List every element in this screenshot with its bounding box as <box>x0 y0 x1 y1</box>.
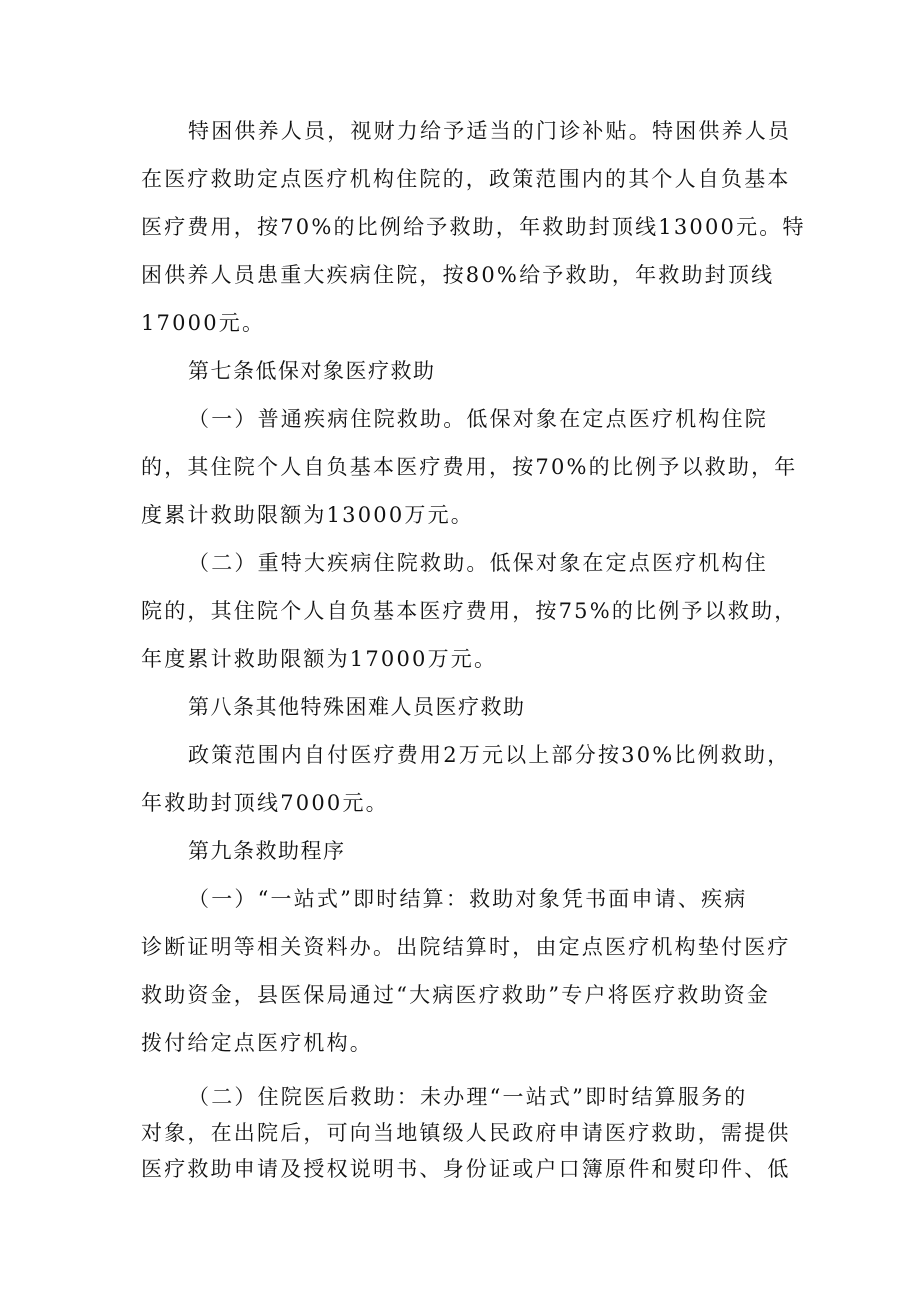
paragraph-line: 17000元。 <box>141 311 266 335</box>
paragraph-line: 度累计救助限额为13000万元。 <box>141 503 475 527</box>
paragraph-line: 特困供养人员，视财力给予适当的门诊补贴。特困供养人员 <box>188 119 792 143</box>
paragraph-line: 的，其住院个人自负基本医疗费用，按70%的比例予以救助，年 <box>141 455 798 479</box>
paragraph-line: 对象，在出院后，可向当地镇级人民政府申请医疗救助，需提供 <box>141 1121 791 1145</box>
paragraph-line: 年度累计救助限额为17000万元。 <box>141 647 498 671</box>
paragraph-line: 拨付给定点医疗机构。 <box>141 1031 373 1055</box>
paragraph-line: 政策范围内自付医疗费用2万元以上部分按30%比例救助， <box>188 743 791 767</box>
paragraph-line: （二）住院医后救助：未办理“一站式”即时结算服务的 <box>188 1085 748 1109</box>
article-heading: 第七条低保对象医疗救助 <box>188 359 436 383</box>
paragraph-line: 医疗救助申请及授权说明书、身份证或户口簿原件和熨印件、低 <box>141 1157 791 1181</box>
paragraph-line: 医疗费用，按70%的比例给予救助，年救助封顶线13000元。特 <box>141 215 806 239</box>
paragraph-line: 困供养人员患重大疾病住院，按80%给予救助，年救助封顶线 <box>141 263 775 287</box>
paragraph-line: 救助资金，县医保局通过“大病医疗救助”专户将医疗救助资金 <box>141 983 771 1007</box>
article-heading: 第九条救助程序 <box>188 839 346 863</box>
paragraph-line: 年救助封顶线7000元。 <box>141 791 389 815</box>
paragraph-line: 院的，其住院个人自负基本医疗费用，按75%的比例予以救助， <box>141 599 798 623</box>
paragraph-line: （一）“一站式”即时结算：救助对象凭书面申请、疾病 <box>188 887 748 911</box>
article-heading: 第八条其他特殊困难人员医疗救助 <box>188 695 526 719</box>
paragraph-line: （二）重特大疾病住院救助。低保对象在定点医疗机构住 <box>188 551 768 575</box>
paragraph-line: 诊断证明等相关资料办。出院结算时，由定点医疗机构垫付医疗 <box>141 935 791 959</box>
paragraph-line: （一）普通疾病住院救助。低保对象在定点医疗机构住院 <box>188 407 768 431</box>
paragraph-line: 在医疗救助定点医疗机构住院的，政策范围内的其个人自负基本 <box>141 167 791 191</box>
